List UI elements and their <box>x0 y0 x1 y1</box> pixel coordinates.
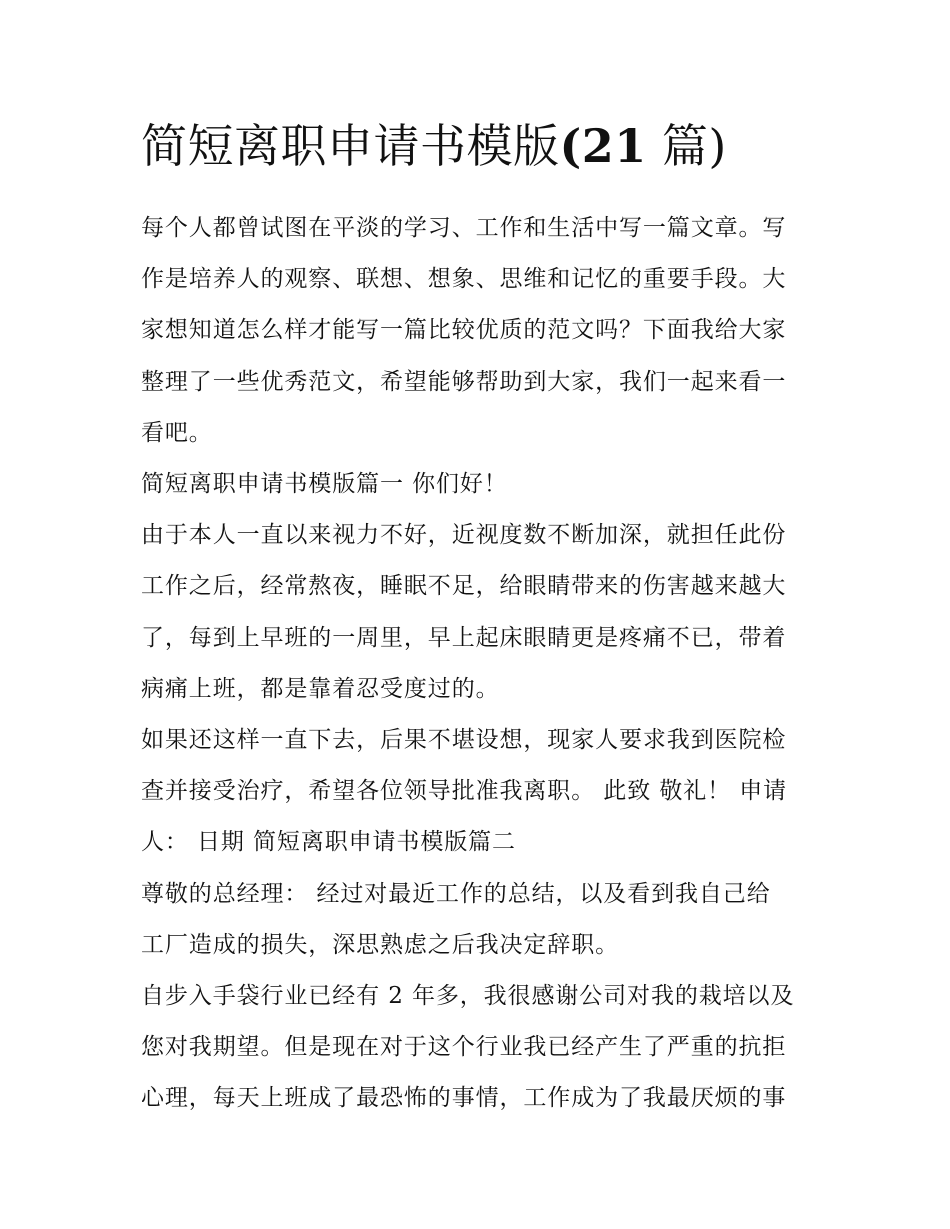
text-line-18: 心理，每天上班成了最恐怖的事情，工作成为了我最厌烦的事 <box>141 1085 787 1112</box>
text-line-11: 如果还这样一直下去，后果不堪设想，现家人要求我到医院检 <box>141 727 787 754</box>
text-line-1: 每个人都曾试图在平淡的学习、工作和生活中写一篇文章。写 <box>141 215 787 241</box>
title-text: 简短离职申请书模版 <box>141 119 560 173</box>
text-line-13: 人： 日期 简短离职申请书模版篇二 <box>141 829 516 856</box>
text-line-10: 病痛上班，都是靠着忍受度过的。 <box>141 675 500 702</box>
text-line-12: 查并接受治疗，希望各位领导批准我离职。 此致 敬礼！ 申请 <box>141 778 788 805</box>
text-line-2: 作是培养人的观察、联想、想象、思维和记忆的重要手段。大 <box>141 266 787 293</box>
text-line-14: 尊敬的总经理： 经过对最近工作的总结，以及看到我自己给 <box>141 880 771 907</box>
title-suffix: 篇) <box>646 119 727 173</box>
text-line-7: 由于本人一直以来视力不好，近视度数不断加深，就担任此份 <box>141 522 787 549</box>
text-line-16: 自步入手袋行业已经有 2 年多，我很感谢公司对我的栽培以及 <box>141 983 795 1010</box>
text-line-6: 简短离职申请书模版篇一 你们好！ <box>141 471 508 498</box>
text-line-5: 看吧。 <box>141 419 213 446</box>
text-line-15: 工厂造成的损失，深思熟虑之后我决定辞职。 <box>141 931 619 958</box>
document-body <box>141 112 813 1125</box>
text-line-8: 工作之后，经常熬夜，睡眠不足，给眼睛带来的伤害越来越大 <box>141 573 787 600</box>
document-title <box>141 112 813 180</box>
text-line-17: 您对我期望。但是现在对于这个行业我已经产生了严重的抗拒 <box>141 1034 787 1061</box>
text-line-4: 整理了一些优秀范文，希望能够帮助到大家，我们一起来看一 <box>141 368 787 395</box>
title-number: (21 <box>559 119 647 173</box>
text-line-9: 了，每到上早班的一周里，早上起床眼睛更是疼痛不已，带着 <box>141 624 787 651</box>
text-line-3: 家想知道怎么样才能写一篇比较优质的范文吗？下面我给大家 <box>141 317 787 344</box>
